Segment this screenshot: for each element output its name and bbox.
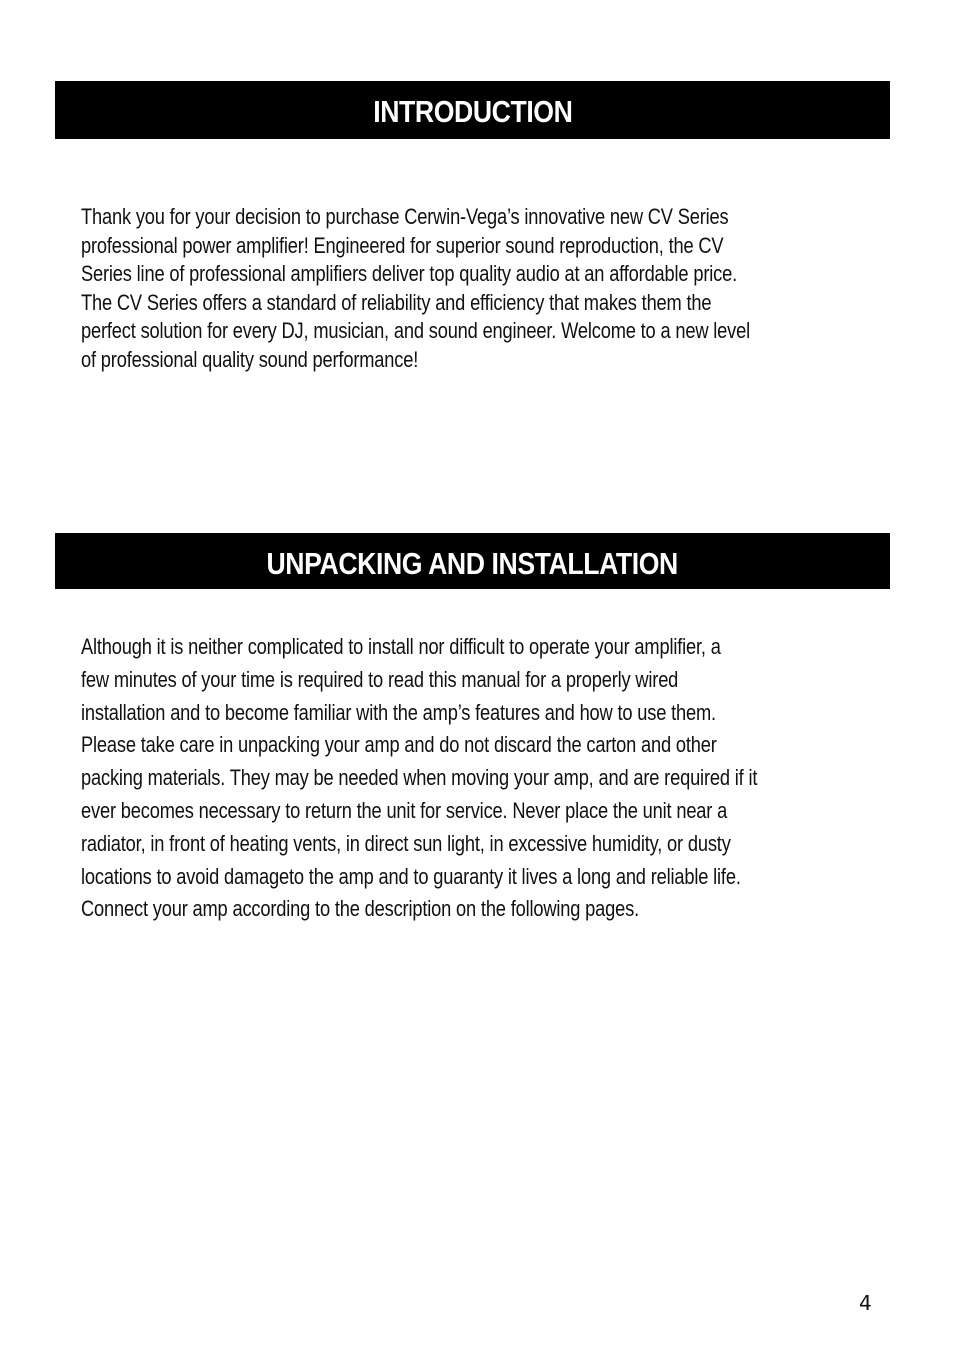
section-heading-unpacking-text: UNPACKING AND INSTALLATION [266, 546, 679, 581]
paragraph-line: of professional quality sound performance! [81, 346, 419, 372]
paragraph-line: professional power amplifier! Engineered for superior sound reproduction, the CV [81, 232, 724, 258]
paragraph-line: perfect solution for every DJ, musician, and sound engineer. Welcome to a new level [81, 318, 750, 344]
section-heading-introduction [55, 81, 890, 139]
paragraph-line: Thank you for your decision to purchase Cerwin-Vega’s innovative new CV Series [81, 204, 729, 229]
page-number: 4 [859, 1291, 872, 1315]
paragraph-line: Connect your amp according to the description on the following pages. [81, 896, 640, 922]
paragraph-line: Series line of professional amplifiers deliver top quality audio at an affordable price. [81, 261, 737, 287]
section-heading-introduction-text: INTRODUCTION [372, 94, 573, 129]
paragraph-line: packing materials. They may be needed when moving your amp, and are required if it [81, 765, 758, 791]
section-heading-unpacking [55, 533, 890, 589]
unpacking-paragraph [81, 631, 901, 926]
paragraph-line: Although it is neither complicated to install nor difficult to operate your amplifier, a [81, 634, 721, 659]
paragraph-line: few minutes of your time is required to read this manual for a properly wired [81, 666, 679, 692]
paragraph-line: installation and to become familiar with the amp’s features and how to use them. [81, 699, 716, 725]
paragraph-line: The CV Series offers a standard of reliability and efficiency that makes them the [81, 289, 712, 315]
paragraph-line: radiator, in front of heating vents, in direct sun light, in excessive humidity, or dusty [81, 830, 731, 856]
paragraph-line: ever becomes necessary to return the unit for service. Never place the unit near a [81, 797, 728, 823]
introduction-paragraph [81, 203, 901, 375]
paragraph-line: Please take care in unpacking your amp and do not discard the carton and other [81, 732, 717, 758]
paragraph-line: locations to avoid damageto the amp and to guaranty it lives a long and reliable life. [81, 863, 741, 889]
